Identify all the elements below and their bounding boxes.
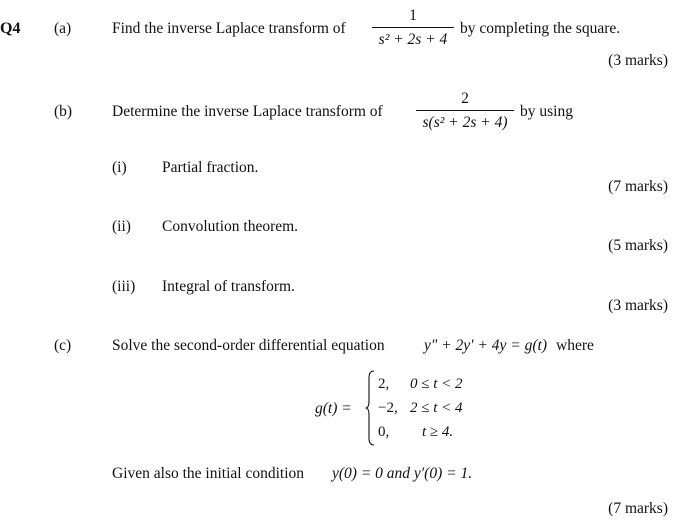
part-c-text-end: where (556, 337, 594, 354)
part-a-fraction (372, 7, 454, 49)
part-b-fraction (416, 90, 514, 132)
part-c-marks: (7 marks) (608, 500, 668, 517)
part-b-label: (b) (54, 103, 73, 120)
left-brace-icon (365, 370, 375, 446)
subpart-iii-marks: (3 marks) (608, 297, 668, 314)
question-number: Q4 (0, 20, 21, 37)
differential-equation: y″ + 2y′ + 4y = g(t) (424, 337, 547, 354)
part-c-label: (c) (54, 337, 72, 354)
piecewise-row (378, 424, 463, 448)
piecewise-row (378, 376, 463, 400)
part-a-text: Find the inverse Laplace transform of (112, 20, 346, 37)
subpart-ii-label: (ii) (112, 218, 131, 235)
piecewise-condition: 0 ≤ t < 2 (410, 376, 463, 392)
piecewise-value: −2, (378, 400, 398, 416)
subpart-ii-marks: (5 marks) (608, 237, 668, 254)
initial-condition-text: Given also the initial condition (112, 465, 304, 482)
piecewise-value: 0, (378, 424, 390, 440)
piecewise-table (378, 376, 463, 448)
piecewise-condition: t ≥ 4. (422, 424, 454, 440)
part-b-text: Determine the inverse Laplace transform of (112, 103, 383, 120)
part-a-denominator: s² + 2s + 4 (378, 31, 448, 48)
part-a-marks: (3 marks) (608, 52, 668, 69)
piecewise-lhs: g(t) = (315, 400, 352, 417)
subpart-i-marks: (7 marks) (608, 178, 668, 195)
subpart-i-label: (i) (112, 159, 127, 176)
piecewise-condition: 2 ≤ t < 4 (410, 400, 463, 416)
part-b-numerator: 2 (461, 90, 469, 107)
part-a-numerator: 1 (409, 7, 417, 24)
part-b-text-end: by using (520, 103, 573, 120)
subpart-iii-text: Integral of transform. (162, 278, 295, 295)
piecewise-value: 2, (378, 376, 390, 392)
part-c-text: Solve the second-order differential equation (112, 337, 385, 354)
subpart-i-text: Partial fraction. (162, 159, 259, 176)
subpart-iii-label: (iii) (112, 278, 136, 295)
subpart-ii-text: Convolution theorem. (162, 218, 299, 235)
part-b-denominator: s(s² + 2s + 4) (422, 114, 508, 131)
part-a-label: (a) (54, 20, 72, 37)
initial-condition-values: y(0) = 0 and y′(0) = 1. (332, 465, 473, 482)
piecewise-row (378, 400, 463, 424)
part-a-text-end: by completing the square. (460, 20, 621, 37)
